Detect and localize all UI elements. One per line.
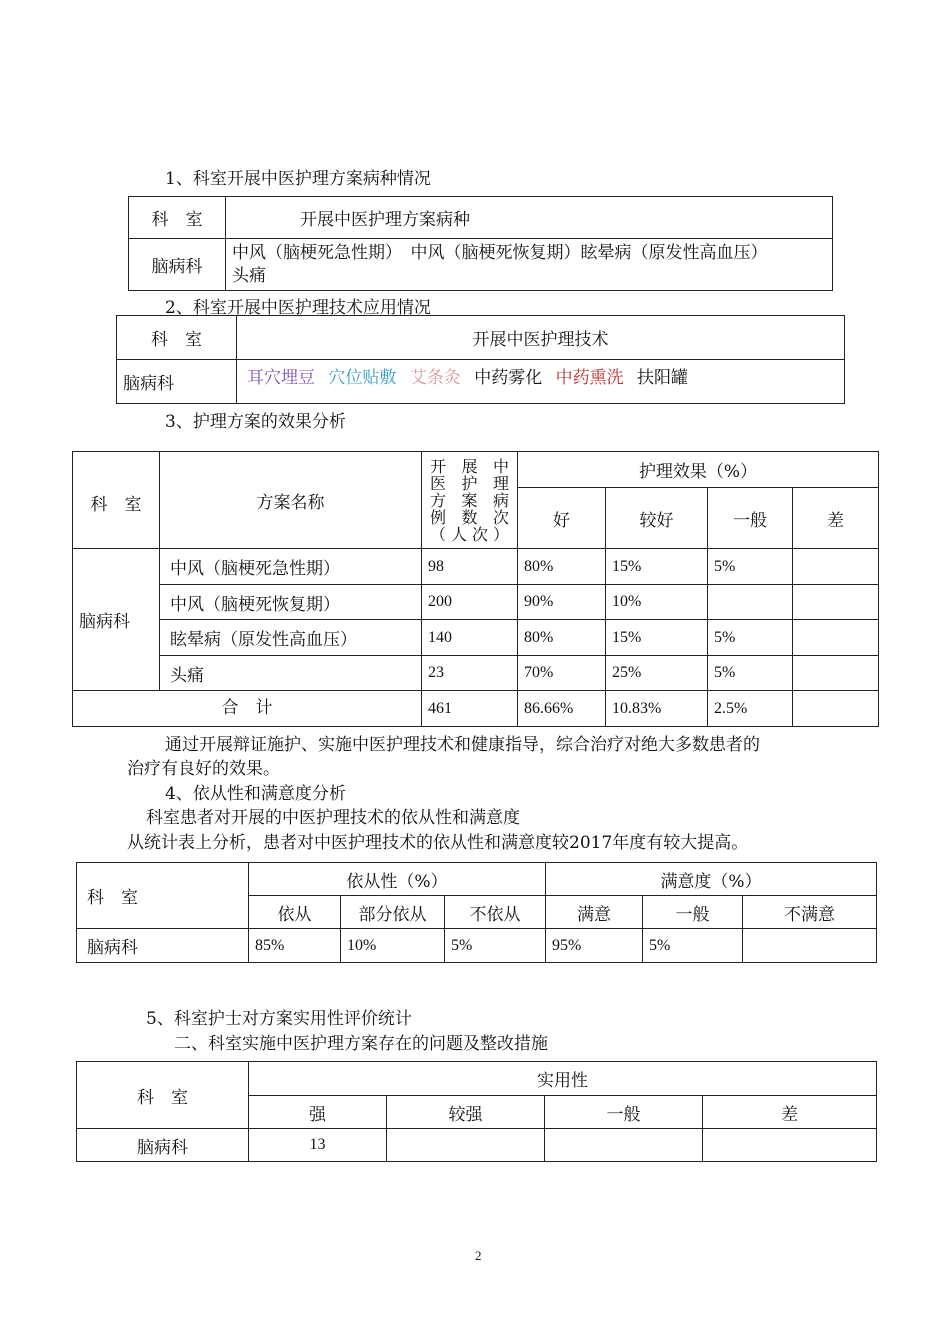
total-normal: 2.5% [708,691,793,727]
poor [793,656,879,691]
poor [793,620,879,656]
summary-line-1: 通过开展辩证施护、实施中医护理技术和健康指导，综合治疗对绝大多数患者的 [165,735,760,755]
technique-3: 艾条灸 [409,368,461,388]
good: 80% [518,620,606,656]
average-value [545,1129,703,1162]
header-dept: 科 室 [77,1062,249,1129]
normal: 5% [708,656,793,691]
poor-value [703,1129,877,1162]
better: 15% [606,620,708,656]
section5-heading: 5、科室护士对方案实用性评价统计 [146,1009,412,1029]
total-good: 86.66% [518,691,606,727]
header-satisfaction: 满意度（%） [546,863,877,896]
normal: 5% [708,549,793,585]
dept-cell: 脑病科 [129,239,226,291]
technique-5: 中药熏洗 [555,368,624,388]
header-poor: 差 [793,488,879,549]
header-dept: 科 室 [117,316,237,360]
header-comply: 依从 [249,896,341,929]
technique-table [116,315,845,404]
header-cases-line-2: 医 护 理 [430,473,509,493]
disease-table [128,196,833,291]
poor [793,585,879,620]
table-row-name: 眩晕病（原发性高血压） [160,620,422,656]
disease-line-2: 头痛 [232,265,266,286]
total-cases: 461 [422,691,518,727]
header-compliance: 依从性（%） [249,863,546,896]
header-cases [422,452,518,549]
compliance-table [76,862,877,963]
section1-heading: 1、科室开展中医护理方案病种情况 [165,169,431,189]
fairly-strong-value [387,1129,545,1162]
total-better: 10.83% [606,691,708,727]
total-label: 合 计 [73,691,422,727]
header-fairly-strong: 较强 [387,1096,545,1129]
technique-6: 扶阳罐 [637,368,689,388]
table-row-name: 中风（脑梗死恢复期） [160,585,422,620]
better: 10% [606,585,708,620]
header-cases-line-3: 方 案 病 [430,490,509,510]
dept-cell: 脑病科 [77,929,249,963]
dept-cell: 脑病科 [117,360,237,404]
normal [708,585,793,620]
comply: 85% [249,929,341,963]
header-satisfied: 满意 [546,896,643,929]
cases: 200 [422,585,518,620]
header-partial: 部分依从 [341,896,445,929]
header-better: 较好 [606,488,708,549]
header-normal: 一般 [708,488,793,549]
header-dept: 科 室 [77,863,249,929]
summary-line-2: 治疗有良好的效果。 [127,759,280,779]
technique-list [237,360,845,404]
header-cases-line-1: 开 展 中 [430,456,509,476]
header-dept: 科 室 [129,197,226,239]
header-neutral: 一般 [643,896,743,929]
dept-cell: 脑病科 [73,549,160,691]
section4-heading: 4、依从性和满意度分析 [165,784,346,804]
header-good: 好 [518,488,606,549]
table-row-name: 中风（脑梗死急性期） [160,549,422,585]
header-strong: 强 [249,1096,387,1129]
header-unsatisfied: 不满意 [743,896,877,929]
good: 80% [518,549,606,585]
cases: 98 [422,549,518,585]
satisfied: 95% [546,929,643,963]
practicality-table [76,1061,877,1162]
header-technique: 开展中医护理技术 [237,316,845,360]
section4-line-1: 科室患者对开展的中医护理技术的依从性和满意度 [146,808,520,828]
header-dept: 科 室 [73,452,160,549]
section2-heading: 2、科室开展中医护理技术应用情况 [165,298,431,318]
effect-table [72,451,879,727]
section4-line-2: 从统计表上分析，患者对中医护理技术的依从性和满意度较2017年度有较大提高。 [127,833,749,853]
header-cases-line-5: （人次） [430,524,509,544]
header-cases-line-4: 例 数 次 [430,507,509,527]
good: 90% [518,585,606,620]
disease-list [226,239,833,291]
table-row-name: 头痛 [160,656,422,691]
total-poor [793,691,879,727]
technique-1: 耳穴埋豆 [247,368,315,388]
cases: 23 [422,656,518,691]
technique-4: 中药雾化 [474,368,543,388]
strong-value: 13 [249,1129,387,1162]
section3-heading: 3、护理方案的效果分析 [165,412,346,432]
poor [793,549,879,585]
header-plan: 方案名称 [160,452,422,549]
normal: 5% [708,620,793,656]
better: 15% [606,549,708,585]
noncomply: 5% [445,929,546,963]
disease-line-1: 中风（脑梗死急性期） 中风（脑梗死恢复期）眩晕病（原发性高血压） [232,242,768,263]
good: 70% [518,656,606,691]
partial: 10% [341,929,445,963]
page-number: 2 [475,1248,482,1263]
header-average: 一般 [545,1096,703,1129]
section-two-heading: 二、科室实施中医护理方案存在的问题及整改措施 [174,1034,548,1054]
header-noncomply: 不依从 [445,896,546,929]
header-disease: 开展中医护理方案病种 [226,197,833,239]
dept-cell: 脑病科 [77,1129,249,1162]
better: 25% [606,656,708,691]
header-practicality: 实用性 [249,1062,877,1096]
neutral: 5% [643,929,743,963]
header-poor: 差 [703,1096,877,1129]
header-effect: 护理效果（%） [518,452,879,488]
unsatisfied [743,929,877,963]
cases: 140 [422,620,518,656]
technique-2: 穴位贴敷 [328,368,397,388]
